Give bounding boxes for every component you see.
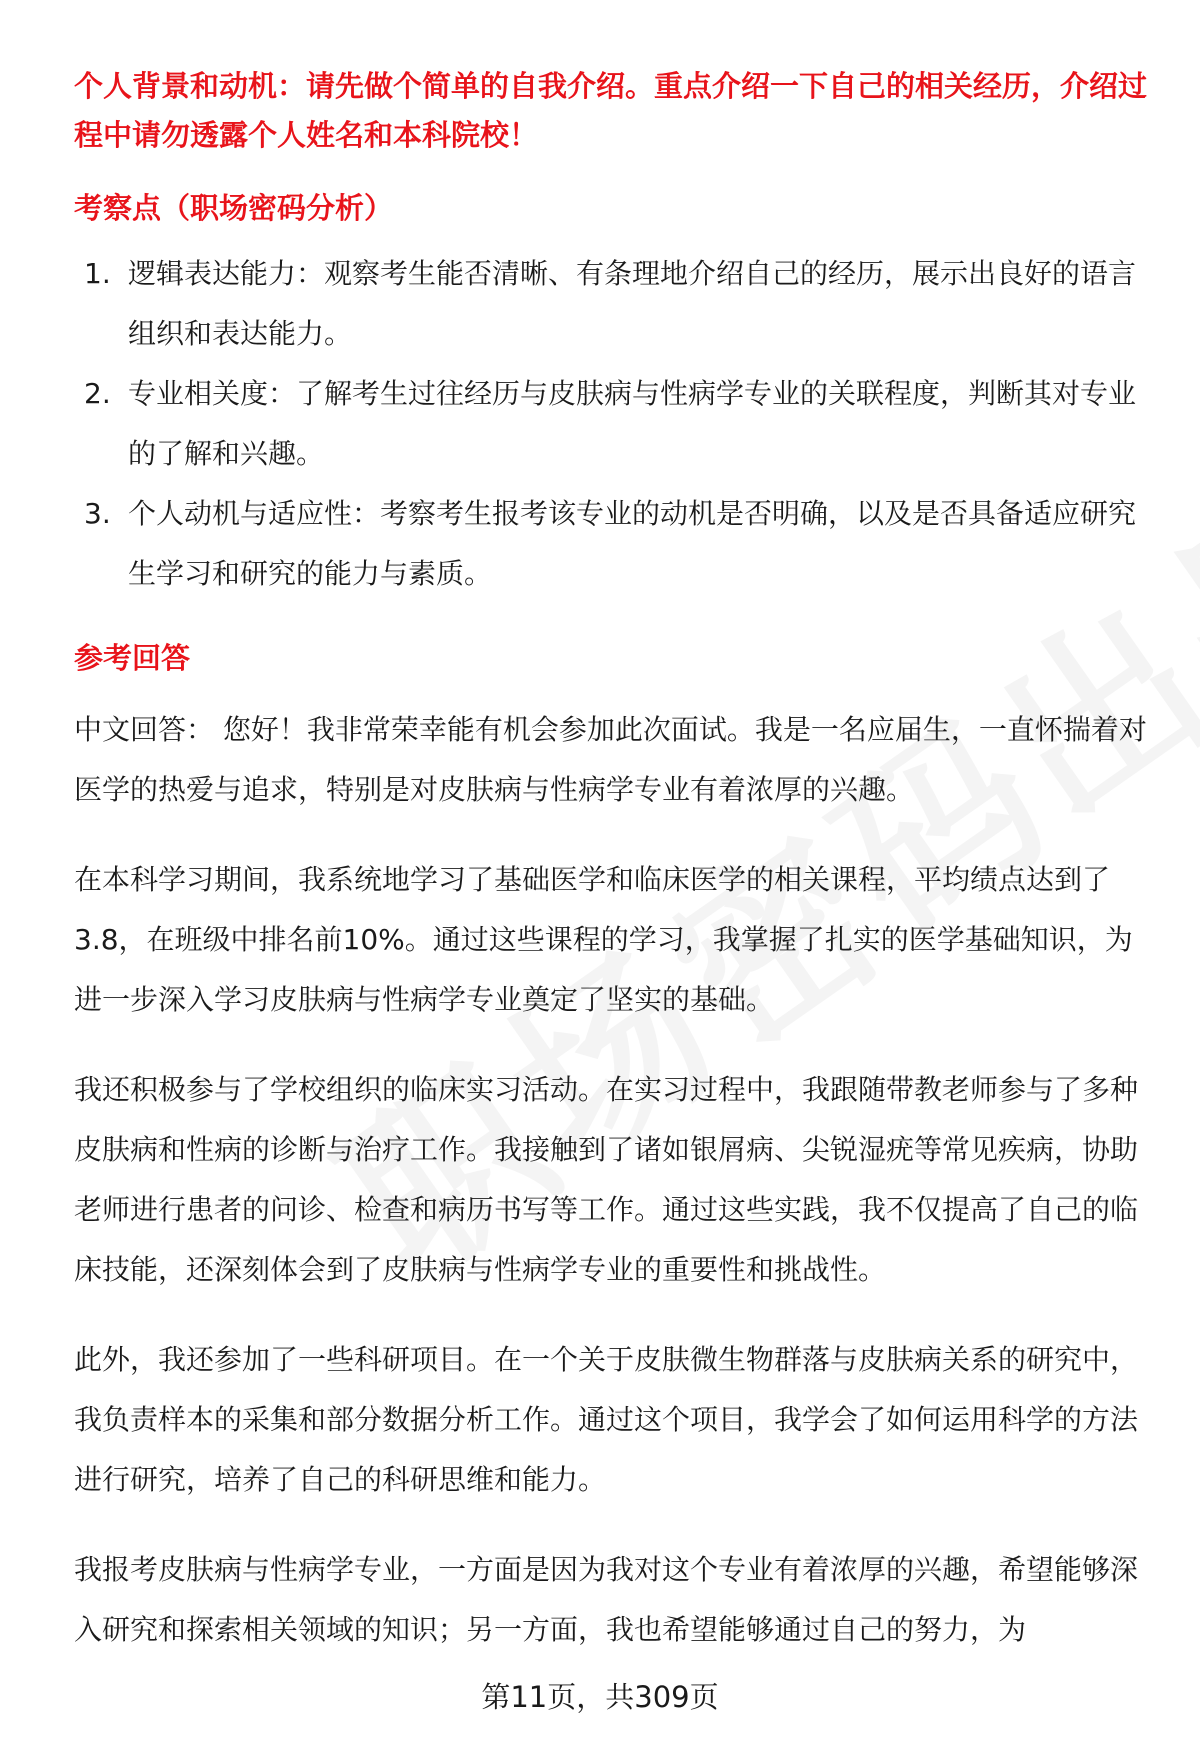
list-item-text: 逻辑表达能力：观察考生能否清晰、有条理地介绍自己的经历，展示出良好的语言组织和表达能力。 <box>128 257 1137 350</box>
list-item <box>74 244 1154 364</box>
list-item <box>74 484 1154 604</box>
answer-paragraph: 在本科学习期间，我系统地学习了基础医学和临床医学的相关课程，平均绩点达到了3.8，在班级中排名前10%。通过这些课程的学习，我掌握了扎实的医学基础知识，为进一步深入学习皮肤病与性病学专业奠定了坚实的基础。 <box>74 863 1133 1016</box>
question-heading: 个人背景和动机：请先做个简单的自我介绍。重点介绍一下自己的相关经历，介绍过程中请勿透露个人姓名和本科院校！ <box>74 69 1148 152</box>
list-number: 3. <box>84 497 111 530</box>
page-content <box>74 62 1154 1660</box>
answer-paragraph: 我还积极参与了学校组织的临床实习活动。在实习过程中，我跟随带教老师参与了多种皮肤病和性病的诊断与治疗工作。我接触到了诸如银屑病、尖锐湿疣等常见疾病，协助老师进行患者的问诊、检查和病历书写等工作。通过这些实践，我不仅提高了自己的临床技能，还深刻体会到了皮肤病与性病学专业的重要性和挑战性。 <box>74 1073 1139 1286</box>
section-title-answer: 参考回答 <box>74 641 191 675</box>
list-item-text: 个人动机与适应性：考察考生报考该专业的动机是否明确，以及是否具备适应研究生学习和研究的能力与素质。 <box>128 497 1137 590</box>
list-number: 2. <box>84 377 111 410</box>
list-number: 1. <box>84 257 111 290</box>
section-title-points: 考察点（职场密码分析） <box>74 191 394 225</box>
list-item <box>74 364 1154 484</box>
answer-paragraph: 此外，我还参加了一些科研项目。在一个关于皮肤微生物群落与皮肤病关系的研究中，我负责样本的采集和部分数据分析工作。通过这个项目，我学会了如何运用科学的方法进行研究，培养了自己的科研思维和能力。 <box>74 1343 1139 1496</box>
answer-paragraph: 我报考皮肤病与性病学专业，一方面是因为我对这个专业有着浓厚的兴趣，希望能够深入研究和探索相关领域的知识；另一方面，我也希望能够通过自己的努力，为 <box>74 1553 1139 1646</box>
list-item-text: 专业相关度：了解考生过往经历与皮肤病与性病学专业的关联程度，判断其对专业的了解和兴趣。 <box>128 377 1137 470</box>
points-list <box>74 244 1154 604</box>
answer-paragraph: 中文回答： 您好！我非常荣幸能有机会参加此次面试。我是一名应届生，一直怀揣着对医学的热爱与追求，特别是对皮肤病与性病学专业有着浓厚的兴趣。 <box>74 713 1147 806</box>
page-footer: 第11页，共309页 <box>481 1680 719 1714</box>
